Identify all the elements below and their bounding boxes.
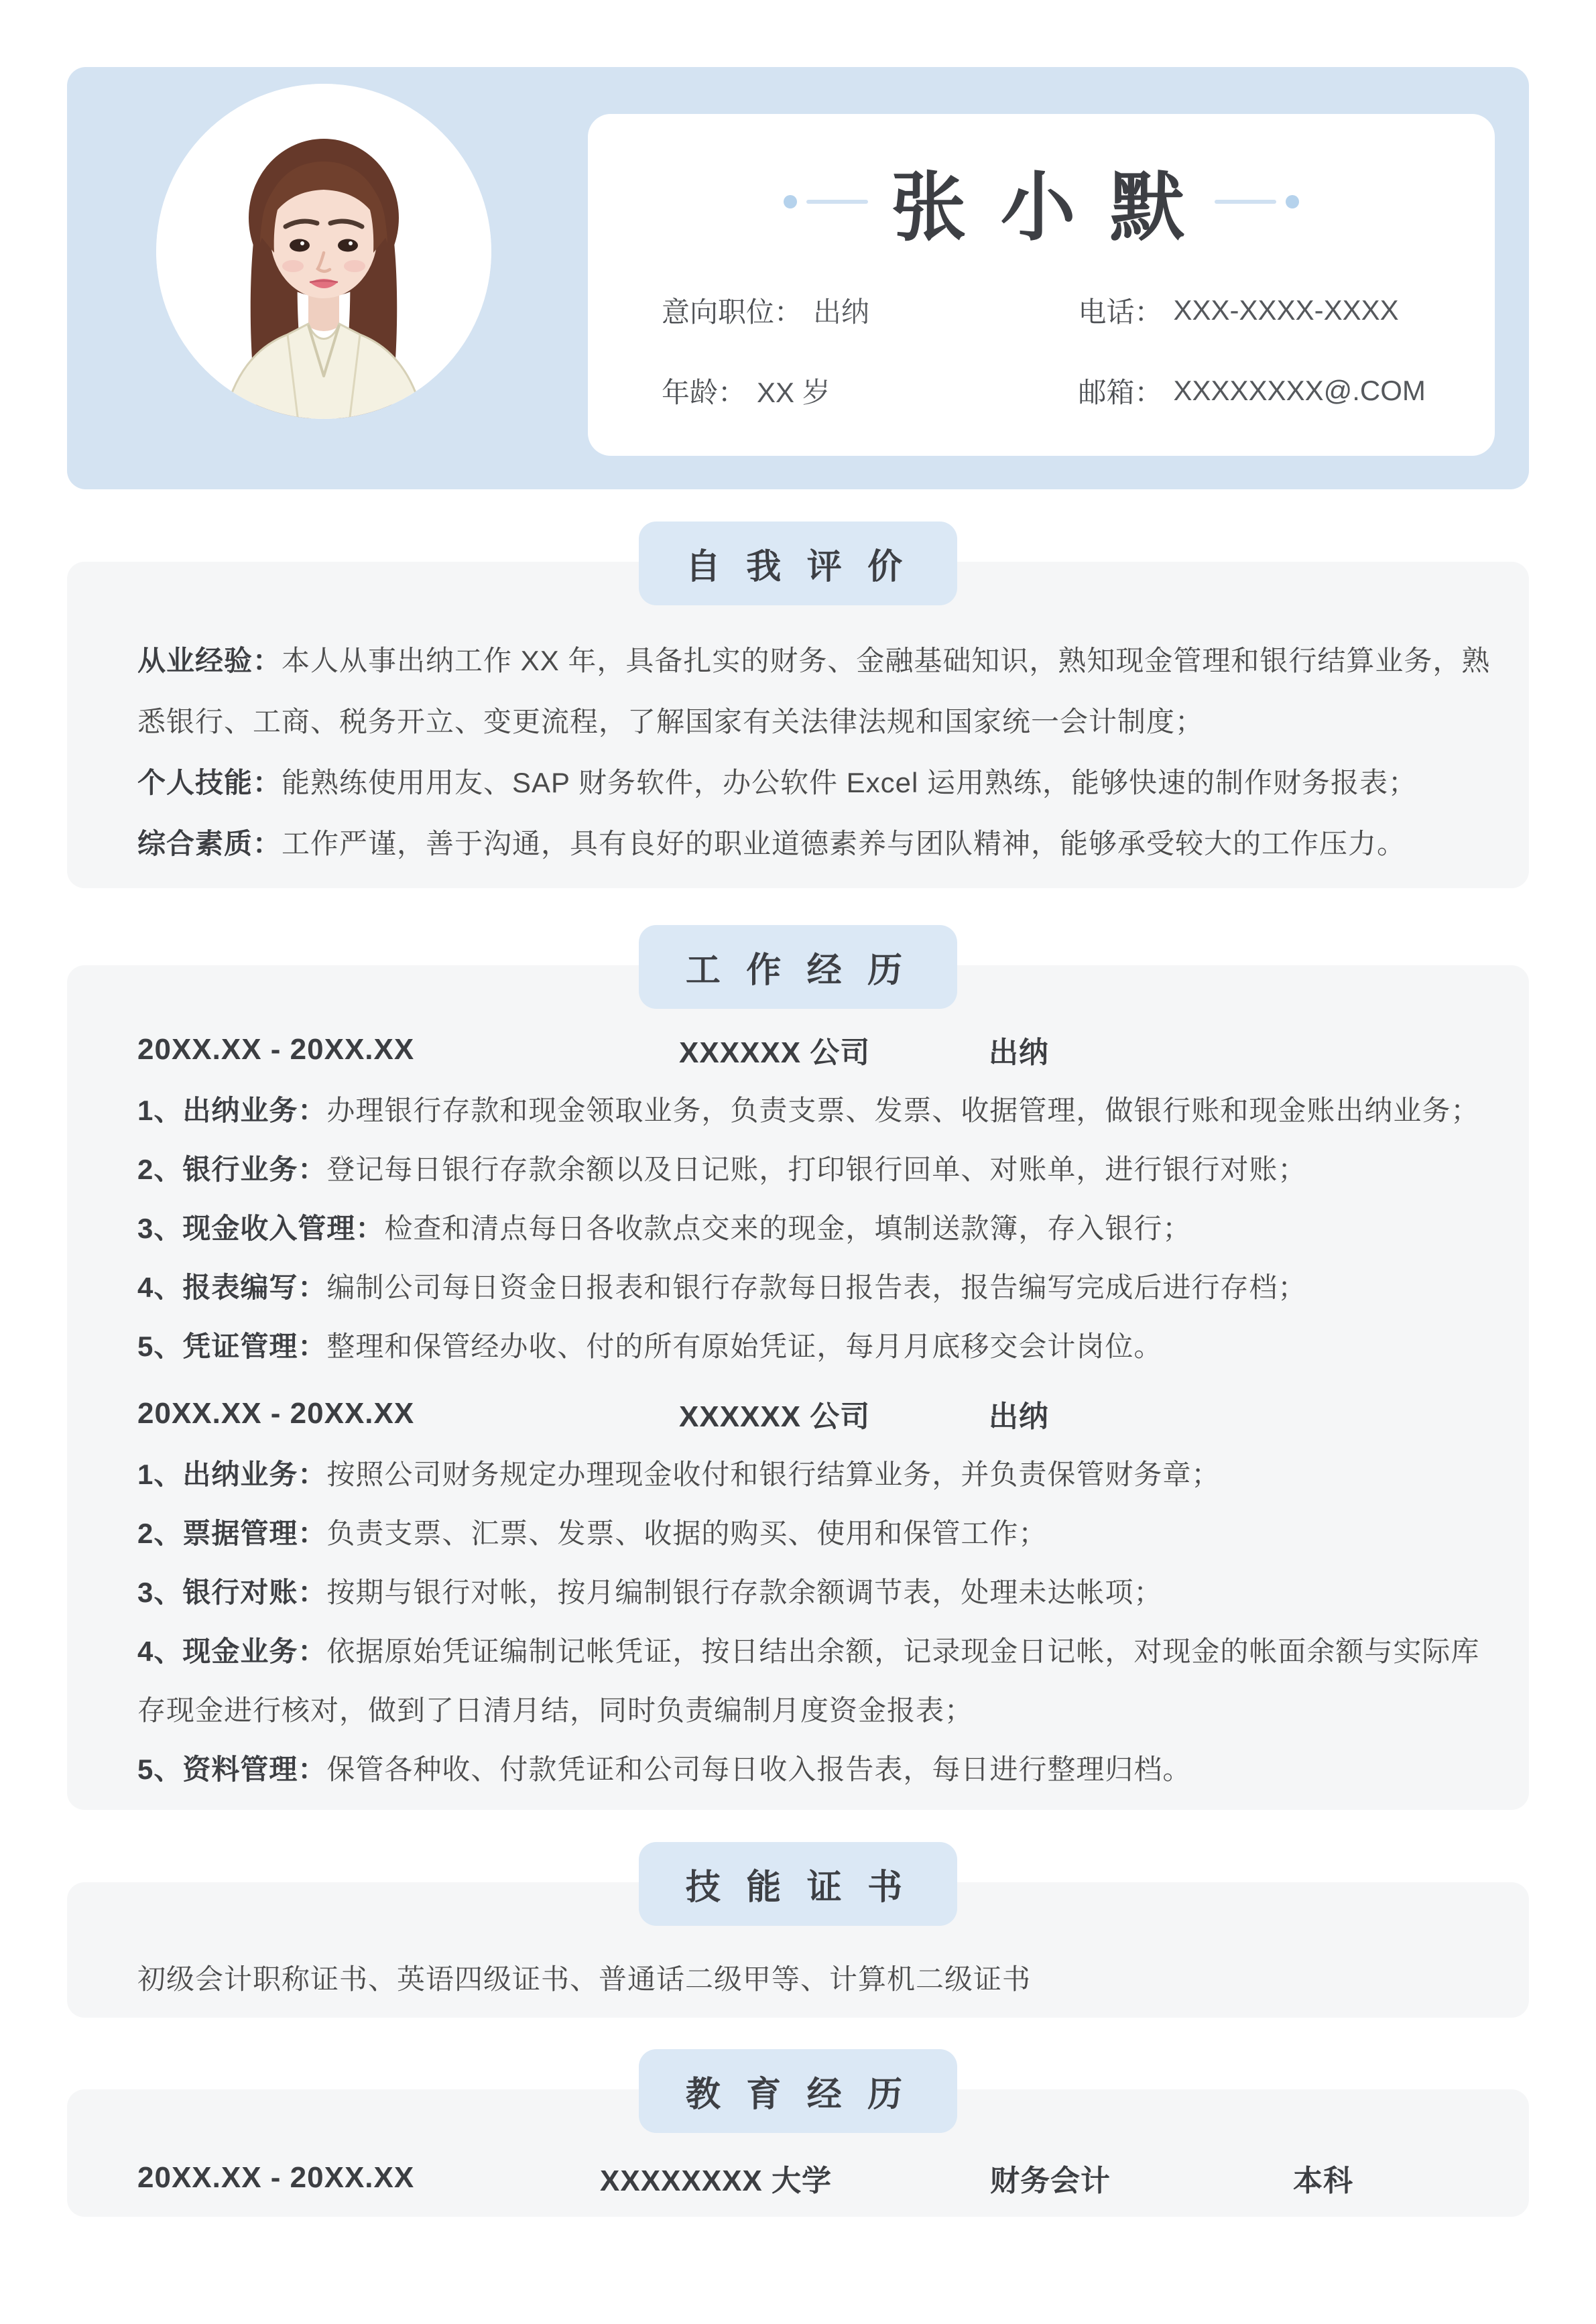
text-line bbox=[67, 1502, 1529, 1561]
text-line bbox=[67, 811, 1529, 872]
job-date: 20XX.XX - 20XX.XX bbox=[137, 1397, 415, 1430]
text-line-lead: 4、现金业务： bbox=[137, 1636, 327, 1667]
text-line-lead: 个人技能： bbox=[137, 766, 282, 798]
text-line-body: 保管各种收、付款凭证和公司每日收入报告表，每日进行整理归档。 bbox=[326, 1754, 1192, 1785]
contact-field-2 bbox=[662, 359, 1079, 423]
section-education bbox=[0, 2049, 1596, 2217]
education-row bbox=[67, 2148, 1529, 2207]
text-line-body: 整理和保管经办收、付的所有原始凭证，每月月底移交会计岗位。 bbox=[326, 1331, 1163, 1362]
contact-label: 邮箱： bbox=[1078, 377, 1163, 408]
text-line bbox=[67, 1561, 1529, 1620]
job-company: XXXXXX 公司 bbox=[679, 1400, 871, 1433]
contact-label: 意向职位： bbox=[662, 296, 803, 328]
header-info-card bbox=[588, 114, 1495, 456]
text-line-lead: 2、票据管理： bbox=[137, 1518, 327, 1549]
text-line bbox=[67, 1197, 1529, 1256]
text-line-body: 检查和清点每日各收款点交来的现金，填制送款簿，存入银行； bbox=[384, 1213, 1192, 1244]
text-line bbox=[67, 1679, 1529, 1738]
job-header-row bbox=[67, 1020, 1529, 1079]
section-card-work-experience bbox=[67, 965, 1529, 1810]
section-title-pill-work-experience: 工 作 经 历 bbox=[639, 925, 957, 1009]
text-line-body: 本人从事出纳工作 XX 年，具备扎实的财务、金融基础知识，熟知现金管理和银行结算业务，熟 bbox=[282, 644, 1491, 676]
name-decor-dot-right-icon bbox=[1286, 195, 1299, 208]
text-line bbox=[67, 1315, 1529, 1374]
text-line-lead: 5、资料管理： bbox=[137, 1754, 327, 1785]
header-card bbox=[67, 67, 1529, 489]
education-major: 财务会计 bbox=[990, 2164, 1111, 2197]
avatar-illustration bbox=[156, 84, 491, 419]
name-decor-line-left bbox=[806, 200, 868, 204]
section-title-pill-certificates: 技 能 证 书 bbox=[639, 1842, 957, 1926]
text-line bbox=[67, 1620, 1529, 1679]
section-title-pill-education: 教 育 经 历 bbox=[639, 2049, 957, 2133]
job-date: 20XX.XX - 20XX.XX bbox=[137, 1033, 415, 1066]
text-line-lead: 5、凭证管理： bbox=[137, 1331, 327, 1362]
section-title-pill-self-evaluation: 自 我 评 价 bbox=[639, 522, 957, 605]
name-row bbox=[588, 153, 1495, 250]
candidate-name: 张 小 默 bbox=[891, 166, 1192, 249]
section-self-evaluation bbox=[0, 522, 1596, 888]
name-decor-line-right bbox=[1215, 200, 1276, 204]
contact-value: XX 岁 bbox=[757, 377, 831, 408]
name-decor-dot-left-icon bbox=[784, 195, 797, 208]
text-line-body: 悉银行、工商、税务开立、变更流程，了解国家有关法律法规和国家统一会计制度； bbox=[137, 705, 1205, 737]
text-line-body: 按期与银行对帐，按月编制银行存款余额调节表，处理未达帐项； bbox=[326, 1577, 1163, 1608]
contact-label: 年龄： bbox=[662, 377, 747, 408]
section-work-experience bbox=[0, 925, 1596, 1810]
text-line bbox=[67, 1738, 1529, 1797]
contact-label: 电话： bbox=[1078, 296, 1163, 328]
text-line-lead: 从业经验： bbox=[137, 644, 282, 676]
resume-page bbox=[0, 67, 1596, 2217]
contact-field-1 bbox=[1079, 278, 1495, 343]
text-line-lead: 1、出纳业务： bbox=[137, 1095, 327, 1126]
text-line-lead: 3、现金收入管理： bbox=[137, 1213, 385, 1244]
job-company: XXXXXX 公司 bbox=[679, 1036, 871, 1069]
text-line-body: 按照公司财务规定办理现金收付和银行结算业务，并负责保管财务章； bbox=[326, 1459, 1221, 1490]
section-card-self-evaluation bbox=[67, 562, 1529, 888]
education-school: XXXXXXXX 大学 bbox=[600, 2164, 833, 2197]
text-line-body: 负责支票、汇票、发票、收据的购买、使用和保管工作； bbox=[326, 1518, 1048, 1549]
text-line-body: 能熟练使用用友、SAP 财务软件，办公软件 Excel 运用熟练，能够快速的制作财务报表； bbox=[282, 766, 1418, 798]
avatar bbox=[156, 84, 491, 419]
text-line-lead: 4、报表编写： bbox=[137, 1272, 327, 1303]
text-line-lead: 1、出纳业务： bbox=[137, 1459, 327, 1490]
text-line-lead: 综合素质： bbox=[137, 827, 282, 859]
section-certificates bbox=[0, 1842, 1596, 2018]
contact-value: 出纳 bbox=[813, 296, 870, 328]
text-line bbox=[67, 750, 1529, 811]
job-position: 出纳 bbox=[989, 1400, 1049, 1433]
text-line bbox=[67, 1138, 1529, 1197]
text-line-body: 工作严谨，善于沟通，具有良好的职业道德素养与团队精神，能够承受较大的工作压力。 bbox=[282, 827, 1406, 859]
text-line bbox=[67, 628, 1529, 689]
text-line bbox=[67, 1079, 1529, 1138]
job-position: 出纳 bbox=[989, 1036, 1049, 1069]
text-line-body: 办理银行存款和现金领取业务，负责支票、发票、收据管理，做银行账和现金账出纳业务； bbox=[326, 1095, 1480, 1126]
text-line-lead: 3、银行对账： bbox=[137, 1577, 327, 1608]
text-line bbox=[67, 1443, 1529, 1502]
text-line bbox=[67, 689, 1529, 750]
text-line bbox=[67, 1948, 1529, 2007]
text-line-body: 初级会计职称证书、英语四级证书、普通话二级甲等、计算机二级证书 bbox=[137, 1963, 1032, 1995]
text-line-lead: 2、银行业务： bbox=[137, 1154, 327, 1185]
resume-sections bbox=[0, 522, 1596, 2217]
education-date: 20XX.XX - 20XX.XX bbox=[137, 2161, 415, 2194]
text-line-body: 存现金进行核对，做到了日清月结，同时负责编制月度资金报表； bbox=[137, 1695, 974, 1726]
contact-value: XXXXXXXX@.COM bbox=[1173, 375, 1426, 406]
education-degree: 本科 bbox=[1293, 2164, 1353, 2197]
text-line-body: 登记每日银行存款余额以及日记账，打印银行回单、对账单，进行银行对账； bbox=[326, 1154, 1307, 1185]
contact-grid bbox=[588, 278, 1495, 423]
job-header-row bbox=[67, 1384, 1529, 1443]
text-line-body: 依据原始凭证编制记帐凭证，按日结出余额，记录现金日记帐，对现金的帐面余额与实际库 bbox=[326, 1636, 1480, 1667]
text-line bbox=[67, 1256, 1529, 1315]
contact-value: XXX-XXXX-XXXX bbox=[1173, 294, 1399, 326]
contact-field-0 bbox=[662, 278, 1079, 343]
text-line-body: 编制公司每日资金日报表和银行存款每日报告表，报告编写完成后进行存档； bbox=[326, 1272, 1307, 1303]
contact-field-3 bbox=[1079, 359, 1495, 423]
